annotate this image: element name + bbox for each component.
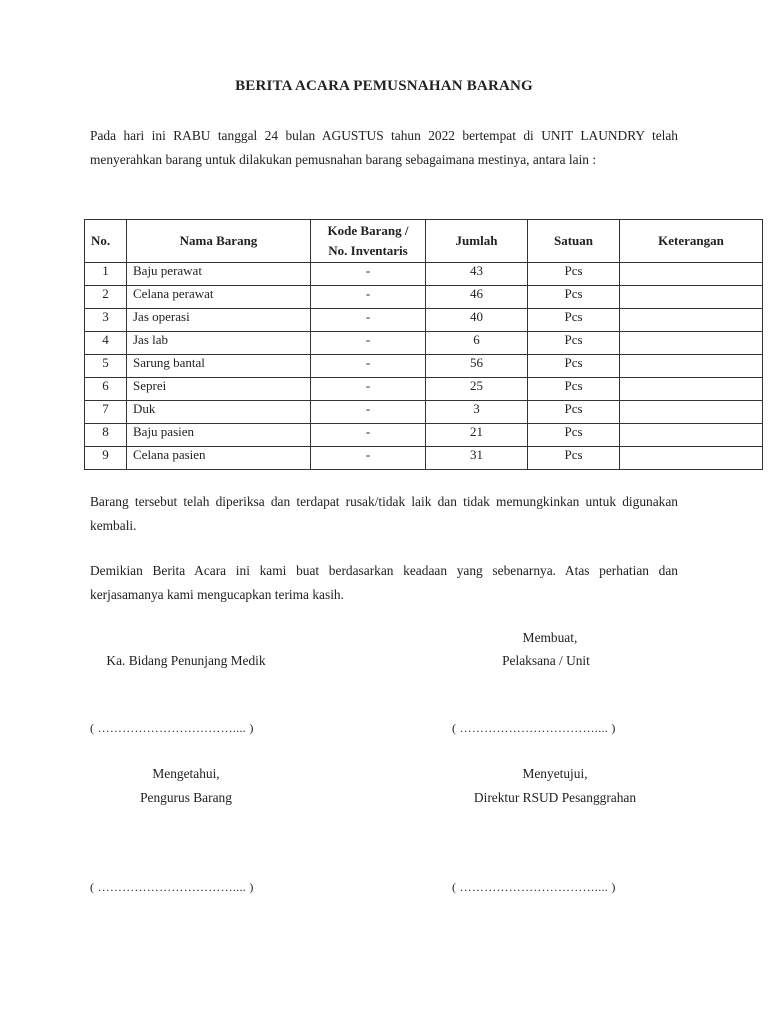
cell-keterangan bbox=[620, 309, 763, 332]
cell-satuan: Pcs bbox=[528, 309, 620, 332]
cell-no: 9 bbox=[85, 447, 127, 470]
cell-no: 1 bbox=[85, 263, 127, 286]
table-row bbox=[85, 378, 763, 401]
header-jumlah: Jumlah bbox=[426, 220, 528, 263]
cell-nama: Sarung bantal bbox=[127, 355, 311, 378]
cell-keterangan bbox=[620, 332, 763, 355]
signature-left-bottom-line: ( …………………………….... ) bbox=[90, 880, 254, 894]
intro-paragraph: Pada hari ini RABU tanggal 24 bulan AGUSTUS tahun 2022 bertempat di UNIT LAUNDRY telah menyerahkan barang untuk dilakukan pemusnahan barang sebagaimana mestinya, antara lain : bbox=[90, 128, 678, 167]
cell-nama: Baju perawat bbox=[127, 263, 311, 286]
signature-right-bottom-role: Direktur RSUD Pesanggrahan bbox=[473, 790, 637, 805]
items-table bbox=[84, 219, 763, 470]
cell-kode: - bbox=[311, 286, 426, 309]
cell-keterangan bbox=[620, 447, 763, 470]
header-kode-line2: No. Inventaris bbox=[328, 243, 408, 258]
cell-no: 7 bbox=[85, 401, 127, 424]
cell-keterangan bbox=[620, 263, 763, 286]
cell-satuan: Pcs bbox=[528, 355, 620, 378]
table-row bbox=[85, 424, 763, 447]
cell-jumlah: 3 bbox=[426, 401, 528, 424]
signature-right-bottom-line: ( …………………………….... ) bbox=[452, 880, 616, 894]
signature-left-top-role: Ka. Bidang Penunjang Medik bbox=[106, 653, 266, 668]
signature-right-bottom-label: Menyetujui, bbox=[522, 766, 588, 781]
cell-kode: - bbox=[311, 378, 426, 401]
signature-left-bottom-label: Mengetahui, bbox=[152, 766, 220, 781]
cell-satuan: Pcs bbox=[528, 401, 620, 424]
cell-no: 4 bbox=[85, 332, 127, 355]
cell-satuan: Pcs bbox=[528, 378, 620, 401]
condition-paragraph: Barang tersebut telah diperiksa dan terdapat rusak/tidak laik dan tidak memungkinkan untuk digunakan kembali. bbox=[90, 494, 678, 533]
cell-satuan: Pcs bbox=[528, 424, 620, 447]
cell-no: 5 bbox=[85, 355, 127, 378]
cell-jumlah: 40 bbox=[426, 309, 528, 332]
cell-satuan: Pcs bbox=[528, 332, 620, 355]
cell-jumlah: 6 bbox=[426, 332, 528, 355]
cell-no: 3 bbox=[85, 309, 127, 332]
header-keterangan: Keterangan bbox=[620, 220, 763, 263]
cell-keterangan bbox=[620, 378, 763, 401]
cell-nama: Celana pasien bbox=[127, 447, 311, 470]
cell-kode: - bbox=[311, 355, 426, 378]
signature-left-bottom-role: Pengurus Barang bbox=[140, 790, 232, 805]
header-nama-barang: Nama Barang bbox=[127, 220, 311, 263]
signature-right-top-label: Membuat, bbox=[522, 630, 578, 645]
cell-nama: Jas operasi bbox=[127, 309, 311, 332]
cell-nama: Seprei bbox=[127, 378, 311, 401]
table-header-row bbox=[85, 220, 763, 263]
cell-nama: Jas lab bbox=[127, 332, 311, 355]
cell-no: 2 bbox=[85, 286, 127, 309]
cell-kode: - bbox=[311, 401, 426, 424]
table-row bbox=[85, 263, 763, 286]
cell-jumlah: 21 bbox=[426, 424, 528, 447]
cell-nama: Baju pasien bbox=[127, 424, 311, 447]
cell-kode: - bbox=[311, 263, 426, 286]
signature-left-top-line: ( …………………………….... ) bbox=[90, 721, 254, 735]
cell-no: 6 bbox=[85, 378, 127, 401]
header-kode-line1: Kode Barang / bbox=[327, 223, 409, 238]
cell-no: 8 bbox=[85, 424, 127, 447]
cell-satuan: Pcs bbox=[528, 286, 620, 309]
cell-keterangan bbox=[620, 424, 763, 447]
table-row bbox=[85, 447, 763, 470]
cell-jumlah: 56 bbox=[426, 355, 528, 378]
cell-kode: - bbox=[311, 309, 426, 332]
cell-nama: Celana perawat bbox=[127, 286, 311, 309]
cell-kode: - bbox=[311, 332, 426, 355]
cell-jumlah: 31 bbox=[426, 447, 528, 470]
signature-right-top-role: Pelaksana / Unit bbox=[502, 653, 590, 668]
cell-nama: Duk bbox=[127, 401, 311, 424]
cell-jumlah: 46 bbox=[426, 286, 528, 309]
cell-kode: - bbox=[311, 424, 426, 447]
cell-keterangan bbox=[620, 355, 763, 378]
table-row bbox=[85, 309, 763, 332]
header-no: No. bbox=[85, 220, 127, 263]
cell-jumlah: 25 bbox=[426, 378, 528, 401]
cell-kode: - bbox=[311, 447, 426, 470]
cell-keterangan bbox=[620, 286, 763, 309]
table-row bbox=[85, 401, 763, 424]
cell-jumlah: 43 bbox=[426, 263, 528, 286]
header-kode-barang bbox=[311, 220, 426, 263]
document-title: BERITA ACARA PEMUSNAHAN BARANG bbox=[235, 78, 533, 94]
signature-right-top-line: ( …………………………….... ) bbox=[452, 721, 616, 735]
cell-satuan: Pcs bbox=[528, 263, 620, 286]
closing-paragraph: Demikian Berita Acara ini kami buat berdasarkan keadaan yang sebenarnya. Atas perhatian dan kerjasamanya kami mengucapkan terima kasih. bbox=[90, 563, 678, 602]
cell-keterangan bbox=[620, 401, 763, 424]
table-row bbox=[85, 332, 763, 355]
table-row bbox=[85, 286, 763, 309]
header-satuan: Satuan bbox=[528, 220, 620, 263]
table-row bbox=[85, 355, 763, 378]
cell-satuan: Pcs bbox=[528, 447, 620, 470]
